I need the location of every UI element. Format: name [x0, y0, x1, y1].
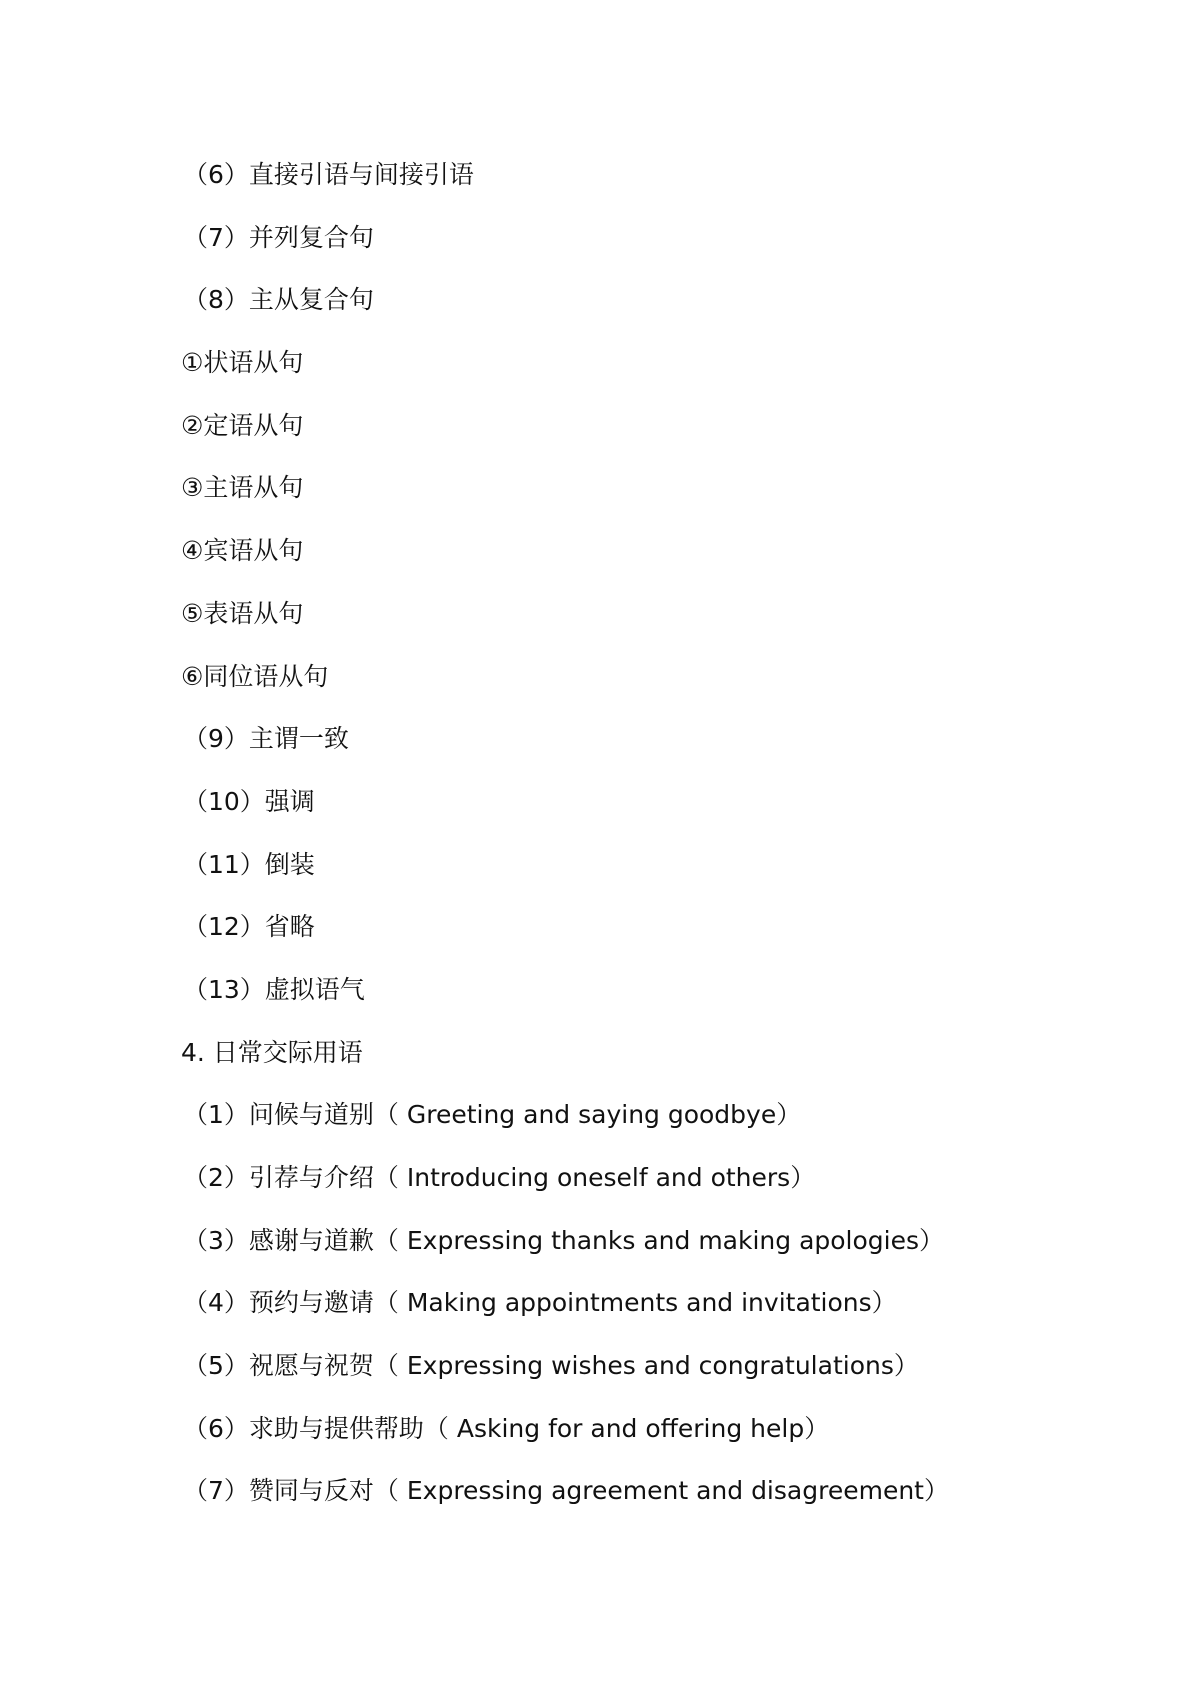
list-subitem: ⑤表语从句 — [181, 598, 304, 628]
list-item: （2）引荐与介绍（ Introducing oneself and others） — [183, 1163, 816, 1192]
list-item: （1）问候与道别（ Greeting and saying goodbye） — [183, 1100, 802, 1130]
list-item: （4）预约与邀请（ Making appointments and invitations） — [183, 1288, 897, 1318]
list-item: （13）虚拟语气 — [183, 974, 365, 1004]
list-item: （12）省略 — [183, 912, 315, 942]
list-subitem: ③主语从句 — [181, 473, 304, 503]
list-item: （3）感谢与道歉（ Expressing thanks and making apologies） — [183, 1225, 945, 1255]
list-subitem: 4. 日常交际用语 — [181, 1037, 363, 1067]
document-body — [181, 144, 949, 1523]
list-item: （10）强调 — [183, 786, 315, 816]
list-subitem: ②定语从句 — [181, 410, 304, 440]
list-item: （6）求助与提供帮助（ Asking for and offering help） — [183, 1413, 830, 1443]
list-item: （6）直接引语与间接引语 — [183, 160, 474, 189]
list-subitem: ④宾语从句 — [181, 536, 304, 566]
list-item: （9）主谓一致 — [183, 724, 349, 754]
list-item: （7）赞同与反对（ Expressing agreement and disagreement） — [183, 1476, 949, 1506]
list-item: （5）祝愿与祝贺（ Expressing wishes and congratulations） — [183, 1351, 919, 1381]
list-item: （8）主从复合句 — [183, 285, 374, 315]
list-subitem: ⑥同位语从句 — [181, 661, 329, 691]
list-subitem: ①状语从句 — [181, 348, 304, 378]
list-item: （7）并列复合句 — [183, 222, 374, 252]
list-item: （11）倒装 — [183, 849, 315, 879]
